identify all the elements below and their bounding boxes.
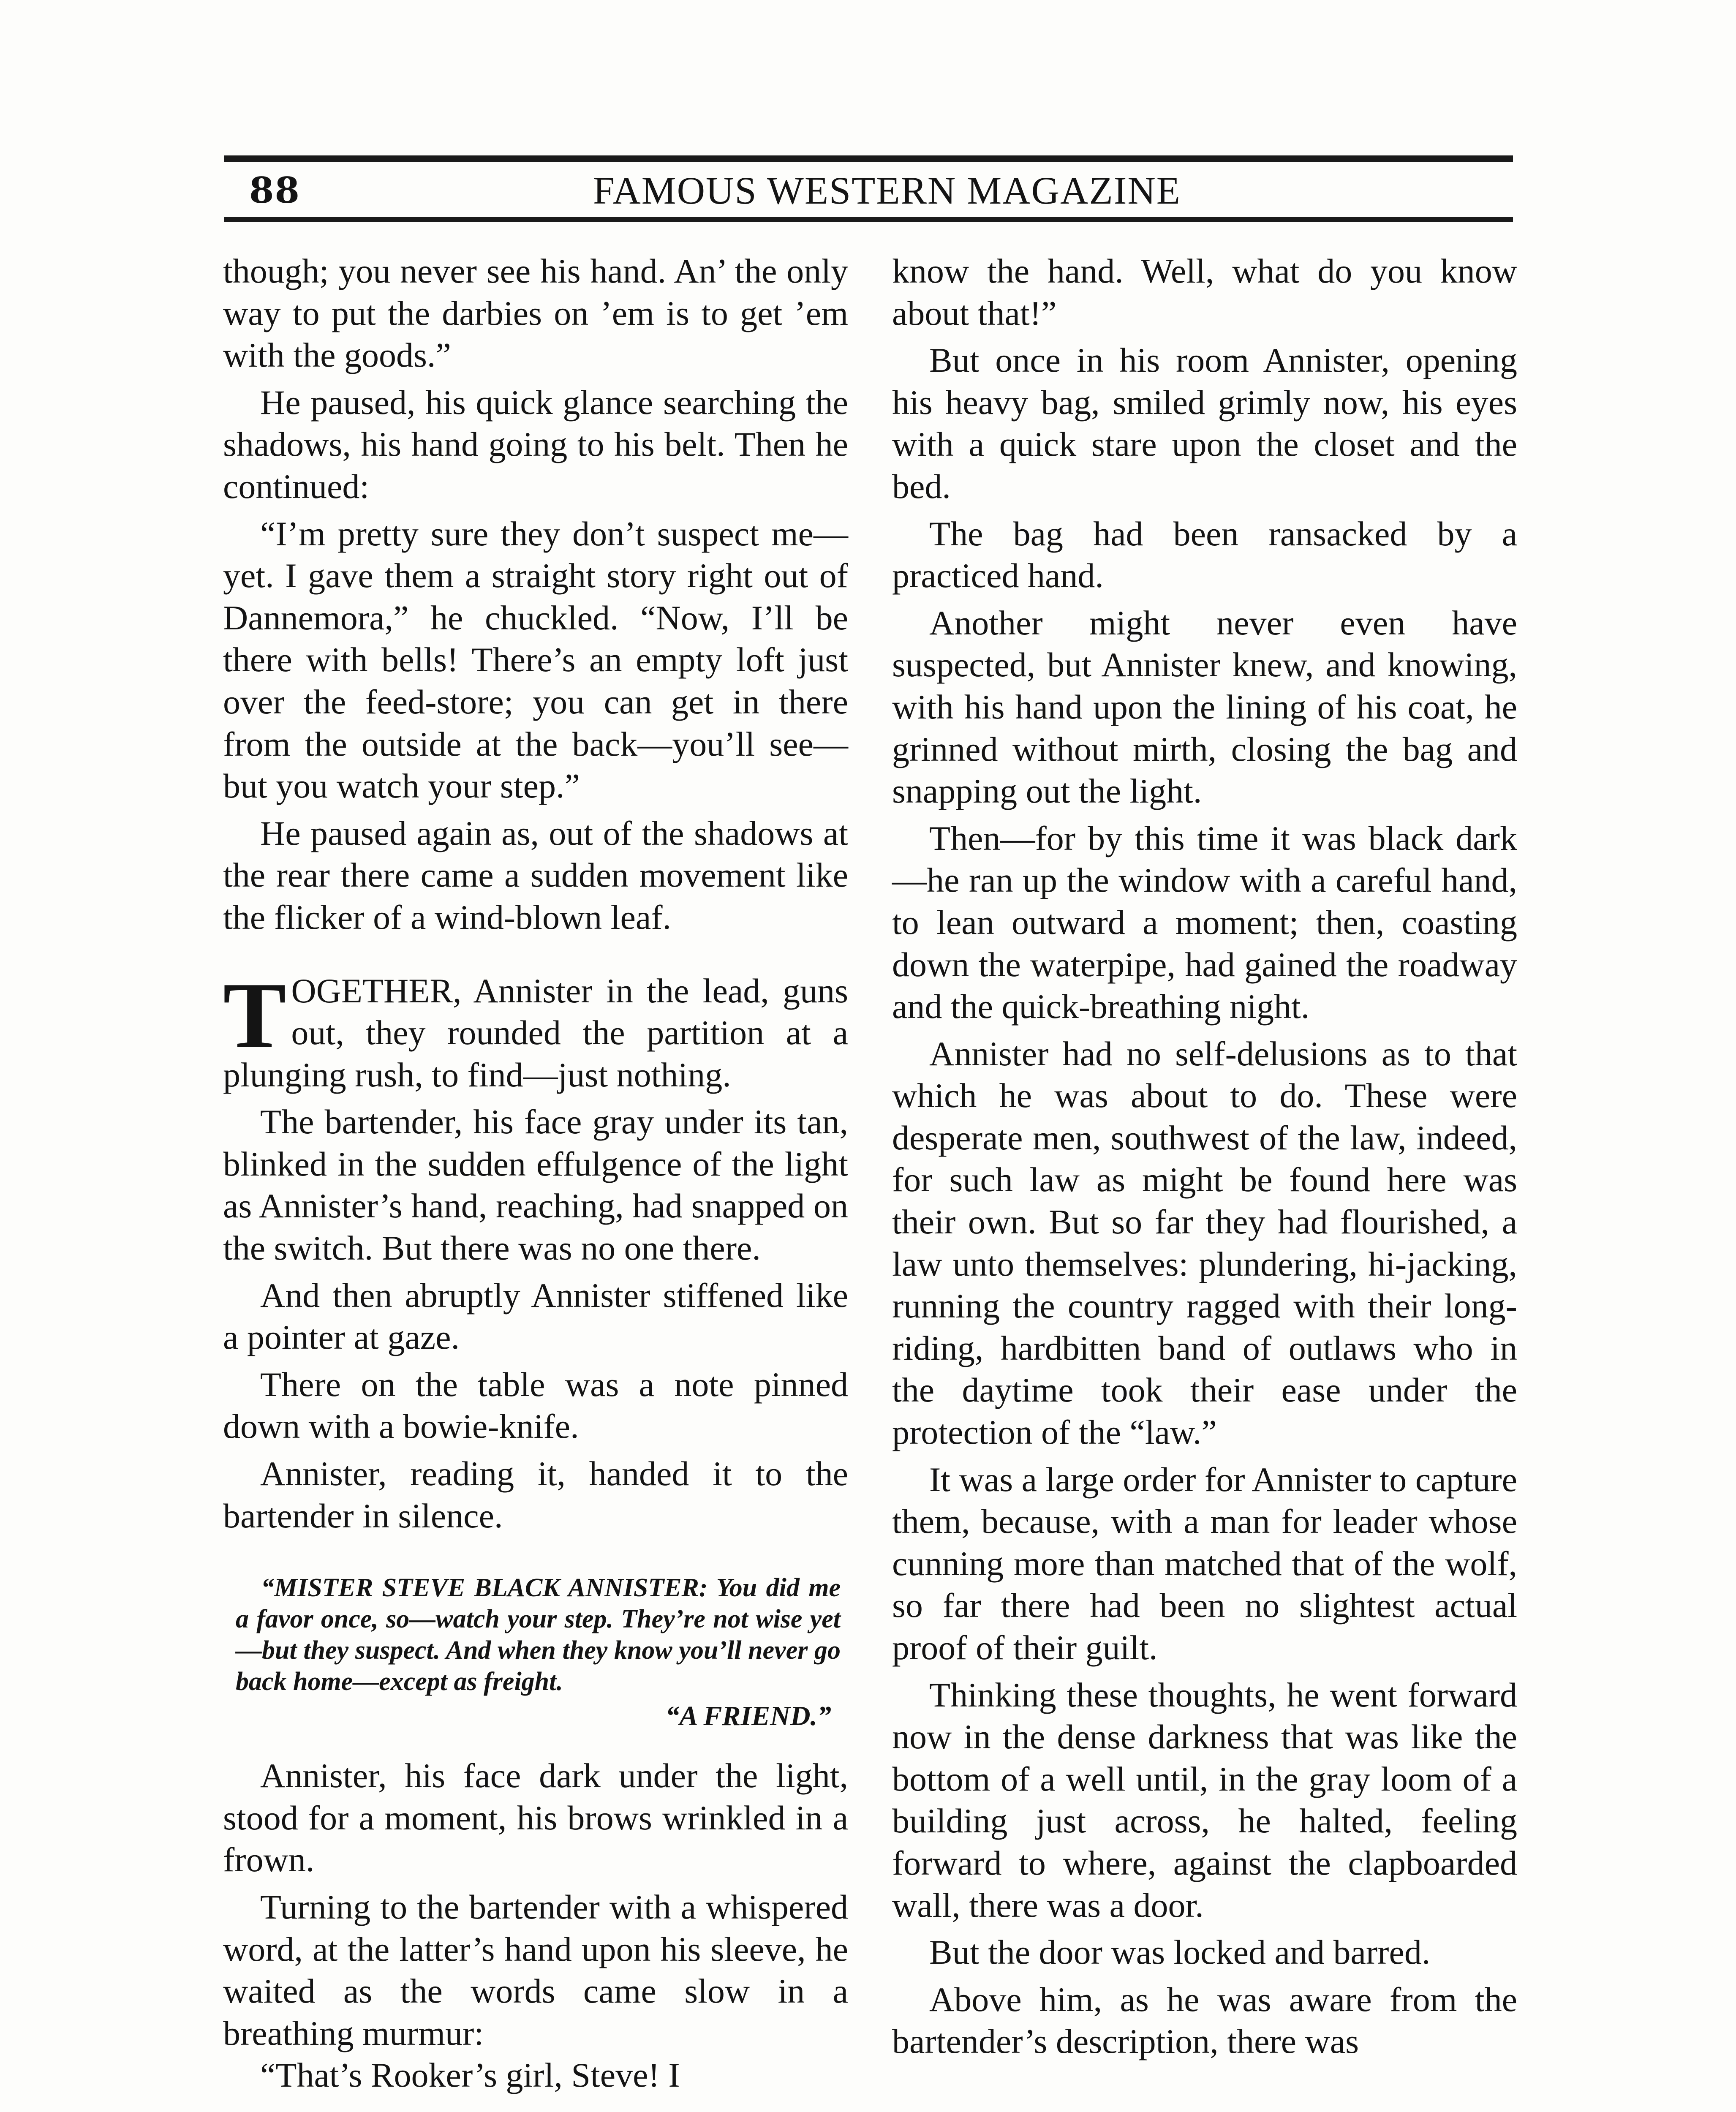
drop-cap: T — [223, 963, 286, 1068]
section-opening-text: OGETHER, Annister in the lead, guns out, they rounded the partition at a plunging rush, to find—just nothing. — [223, 971, 848, 1094]
paragraph: know the hand. Well, what do you know about that!” — [892, 252, 1517, 332]
paragraph: There on the table was a note pinned down with a bowie-knife. — [223, 1365, 848, 1446]
note-signature: “A FRIEND.” — [665, 1701, 831, 1732]
paragraph: He paused, his quick glance searching the shadows, his hand going to his belt. Then he continued: — [223, 383, 848, 506]
paragraph: Annister, his face dark under the light, stood for a moment, his brows wrinkled in a frown. — [223, 1756, 848, 1879]
paragraph: And then abruptly Annister stiffened like a pointer at gaze. — [223, 1276, 848, 1357]
paragraph: Thinking these thoughts, he went forward now in the dense darkness that was like the bottom of a well until, in the gray loom of a building just across, he halted, feeling forward to where, against the clapboarded wall, there was a door. — [892, 1675, 1517, 1924]
paragraph: Above him, as he was aware from the bartender’s description, there was — [892, 1980, 1517, 2061]
paragraph: It was a large order for Annister to capture them, because, with a man for leader whose cunning more than matched that of the wolf, so far there had been no slightest actual proof of their guilt. — [892, 1460, 1517, 1667]
paragraph: Turning to the bartender with a whispered word, at the latter’s hand upon his sleeve, he waited as the words came slow in a breathing murmur: — [223, 1888, 848, 2052]
paragraph: The bag had been ransacked by a practiced hand. — [892, 514, 1517, 595]
paragraph: The bartender, his face gray under its tan, blinked in the sudden effulgence of the light as Annister’s hand, reaching, had snapped on the switch. But there was no one there. — [223, 1102, 848, 1268]
right-column — [892, 250, 1517, 2063]
paragraph: “I’m pretty sure they don’t suspect me—yet. I gave them a straight story right out of Dannemora,” he chuckled. “Now, I’ll be there with bells! There’s an empty loft just over the feed-store; you can get in there from the outside at the back—you’ll see—but you watch your step.” — [223, 514, 848, 806]
paragraph: Annister had no self-delusions as to that which he was about to do. These were desperate men, southwest of the law, indeed, for such law as might be found here was their own. But so far they had flourished, a law unto themselves: plundering, hi-jacking, running the country ragged with their long-riding, hardbitten band of outlaws who in the daytime took their ease under the protection of the “law.” — [892, 1034, 1517, 1452]
paragraph: But once in his room Annister, opening his heavy bag, smiled grimly now, his eyes with a quick stare upon the closet and the bed. — [892, 341, 1517, 506]
paragraph: Then—for by this time it was black dark—he ran up the window with a careful hand, to lean outward a moment; then, coasting down the waterpipe, had gained the roadway and the quick-breathing night. — [892, 819, 1517, 1026]
running-title: FAMOUS WESTERN MAGAZINE — [593, 169, 1181, 212]
page-number: 88 — [249, 169, 300, 211]
paragraph: Annister, reading it, handed it to the bartender in silence. — [223, 1454, 848, 1535]
paragraph: But the door was locked and barred. — [929, 1933, 1431, 1972]
paragraph: though; you never see his hand. An’ the only way to put the darbies on ’em is to get ’em with the goods.” — [223, 252, 848, 375]
header-rule-bottom — [224, 217, 1513, 222]
paragraph: Another might never even have suspected, but Annister knew, and knowing, with his hand upon the lining of his coat, he grinned without mirth, closing the bag and snapping out the light. — [892, 603, 1517, 811]
paragraph: “That’s Rooker’s girl, Steve! I — [260, 2056, 680, 2095]
quoted-note: “MISTER STEVE BLACK ANNISTER: You did me a favor once, so—watch your step. They’re not wise yet—but they suspect. And when they know you’ll never go back home—except as freight. — [236, 1573, 841, 1696]
header-rule-top — [224, 155, 1513, 162]
left-column — [223, 250, 848, 2096]
section-opening-paragraph — [223, 963, 848, 1096]
paragraph: He paused again as, out of the shadows at the rear there came a sudden movement like the flicker of a wind-blown leaf. — [223, 814, 848, 936]
